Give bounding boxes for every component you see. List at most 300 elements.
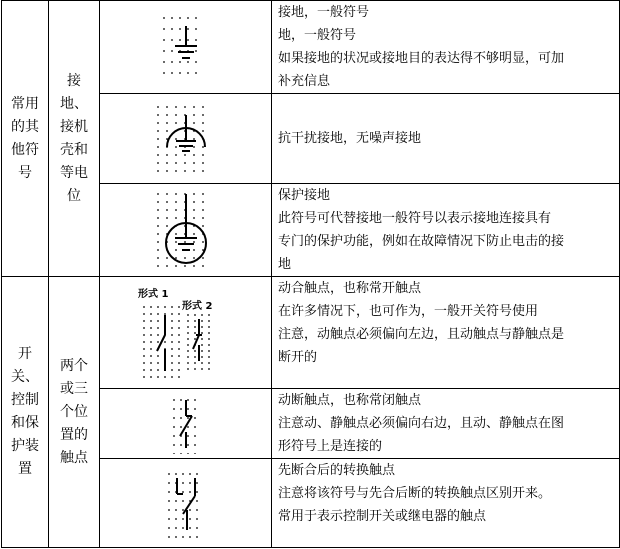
grid-dot	[157, 249, 159, 251]
grid-dot	[187, 344, 189, 346]
grid-dot	[187, 350, 189, 352]
description-line: 先断合后的转换触点	[278, 463, 396, 478]
make-contact-icon	[136, 287, 236, 379]
grid-dot	[168, 536, 170, 538]
grid-dot	[175, 536, 177, 538]
subcategory-cell	[49, 277, 100, 548]
grid-dot	[208, 356, 210, 358]
grid-dot	[143, 369, 145, 371]
grid-dot	[187, 453, 189, 454]
grid-dot	[150, 362, 152, 364]
form-label-2: 形式 2	[181, 300, 212, 312]
grid-dot	[168, 473, 170, 475]
grid-dot	[143, 306, 145, 308]
grid-dot	[184, 265, 186, 267]
grid-dot	[194, 399, 196, 401]
subcategory-text: 等电	[60, 164, 88, 181]
subcategory-text: 两个	[60, 357, 88, 374]
symbol-cell	[100, 1, 272, 94]
grid-dot	[202, 130, 204, 132]
grid-dot	[166, 162, 168, 164]
subcategory-text: 地、	[60, 95, 88, 112]
grid-dot	[187, 39, 189, 41]
grid-dot	[143, 320, 145, 322]
grid-dot	[178, 355, 180, 357]
grid-dot	[202, 225, 204, 227]
category-text: 和保	[11, 415, 39, 431]
grid-dot	[195, 28, 197, 30]
grid-dot	[180, 426, 182, 428]
grid-dot	[202, 217, 204, 219]
grid-dot	[171, 313, 173, 315]
grid-dot	[157, 225, 159, 227]
grid-dot	[166, 257, 168, 259]
grid-dot	[202, 122, 204, 124]
grid-dot	[201, 356, 203, 358]
grid-dot	[175, 257, 177, 259]
grid-dot	[187, 17, 189, 19]
description-line: 保护接地	[278, 188, 331, 203]
subcategory-text: 触点	[60, 449, 88, 466]
grid-dot	[171, 362, 173, 364]
category-text: 开	[18, 346, 32, 362]
grid-dot	[182, 509, 184, 511]
grid-dot	[175, 518, 177, 520]
grid-dot	[168, 527, 170, 529]
category-text: 常用	[11, 95, 39, 112]
grid-dot	[194, 362, 196, 364]
grid-dot	[164, 306, 166, 308]
grid-dot	[168, 500, 170, 502]
grid-dot	[180, 417, 182, 419]
grid-dot	[171, 334, 173, 336]
grid-dot	[175, 233, 177, 235]
symbol-table	[1, 0, 620, 548]
grid-dot	[166, 217, 168, 219]
grid-dot	[201, 326, 203, 328]
grid-dot	[150, 376, 152, 378]
grid-dot	[189, 491, 191, 493]
grid-dot	[179, 39, 181, 41]
grid-dot	[168, 491, 170, 493]
description-line: 如果接地的状况或接地目的表达得不够明显，可加	[278, 51, 565, 66]
grid-dot	[196, 518, 198, 520]
grid-dot	[195, 50, 197, 52]
grid-dot	[166, 114, 168, 116]
grid-dot	[202, 241, 204, 243]
grid-dot	[171, 61, 173, 63]
description-cell	[272, 459, 620, 548]
category-text: 号	[18, 164, 32, 181]
grid-dot	[150, 355, 152, 357]
grid-dot	[196, 509, 198, 511]
grid-dot	[166, 209, 168, 211]
table-row	[2, 277, 620, 389]
grid-dot	[143, 376, 145, 378]
grid-dot	[187, 399, 189, 401]
grid-dot	[178, 341, 180, 343]
grid-dot	[208, 332, 210, 334]
grid-dot	[143, 348, 145, 350]
grid-dot	[193, 114, 195, 116]
grid-dot	[193, 193, 195, 195]
grid-dot	[187, 408, 189, 410]
grid-dot	[187, 356, 189, 358]
grid-dot	[166, 225, 168, 227]
subcategory-text: 位	[67, 187, 81, 204]
grid-dot	[180, 399, 182, 401]
grid-dot	[143, 341, 145, 343]
grid-dot	[164, 376, 166, 378]
grid-dot	[184, 241, 186, 243]
grid-dot	[189, 509, 191, 511]
grid-dot	[201, 344, 203, 346]
grid-dot	[178, 327, 180, 329]
grid-dot	[208, 326, 210, 328]
grid-dot	[189, 518, 191, 520]
grid-dot	[202, 209, 204, 211]
grid-dot	[157, 217, 159, 219]
grid-dot	[193, 217, 195, 219]
grid-dot	[193, 209, 195, 211]
grid-dot	[187, 320, 189, 322]
category-text: 护装	[11, 438, 39, 454]
grid-dot	[184, 257, 186, 259]
grid-dot	[178, 362, 180, 364]
grid-dot	[171, 327, 173, 329]
symbol-cell	[100, 277, 272, 389]
grid-dot	[171, 369, 173, 371]
grid-dot	[171, 39, 173, 41]
description-cell	[272, 389, 620, 459]
grid-dot	[189, 536, 191, 538]
grid-dot	[184, 106, 186, 108]
grid-dot	[171, 306, 173, 308]
grid-dot	[193, 257, 195, 259]
grid-dot	[194, 338, 196, 340]
grid-dot	[196, 491, 198, 493]
category-text: 控制	[11, 392, 39, 408]
grid-dot	[166, 201, 168, 203]
grid-dot	[157, 154, 159, 156]
grid-dot	[201, 320, 203, 322]
grid-dot	[168, 482, 170, 484]
description-line: 断开的	[278, 350, 318, 365]
grid-dot	[143, 313, 145, 315]
subcategory-text: 或三	[60, 380, 88, 397]
grid-dot	[164, 341, 166, 343]
grid-dot	[175, 509, 177, 511]
symbol-cell	[100, 389, 272, 459]
grid-dot	[157, 138, 159, 140]
grid-dot	[178, 348, 180, 350]
grid-dot	[179, 61, 181, 63]
grid-dot	[175, 217, 177, 219]
grid-dot	[193, 233, 195, 235]
grid-dot	[196, 500, 198, 502]
description-line: 地，一般符号	[278, 28, 357, 43]
grid-dot	[194, 435, 196, 437]
grid-dot	[157, 193, 159, 195]
grid-dot	[157, 376, 159, 378]
grid-dot	[187, 435, 189, 437]
subcategory-text: 壳和	[60, 141, 88, 158]
grid-dot	[157, 265, 159, 267]
symbol-cell	[100, 94, 272, 184]
grid-dot	[187, 417, 189, 419]
grid-dot	[195, 61, 197, 63]
grid-dot	[195, 17, 197, 19]
grid-dot	[189, 527, 191, 529]
grid-dot	[201, 362, 203, 364]
grid-dot	[201, 338, 203, 340]
description-cell	[272, 184, 620, 277]
subcategory-cell	[49, 1, 100, 277]
grid-dot	[175, 146, 177, 148]
grid-dot	[184, 154, 186, 156]
grid-dot	[178, 320, 180, 322]
grid-dot	[171, 72, 173, 74]
grid-dot	[196, 527, 198, 529]
grid-dot	[196, 473, 198, 475]
grid-dot	[194, 408, 196, 410]
grid-dot	[182, 500, 184, 502]
grid-dot	[166, 122, 168, 124]
grid-dot	[175, 193, 177, 195]
grid-dot	[182, 536, 184, 538]
grid-dot	[208, 338, 210, 340]
grid-dot	[164, 313, 166, 315]
description-line: 抗干扰接地，无噪声接地	[278, 131, 422, 146]
description-line: 补充信息	[278, 74, 331, 89]
grid-dot	[194, 350, 196, 352]
grid-dot	[194, 368, 196, 370]
grid-dot	[189, 482, 191, 484]
grid-dot	[178, 334, 180, 336]
grid-dot	[150, 341, 152, 343]
table-row	[2, 1, 620, 94]
grid-dot	[166, 106, 168, 108]
grid-dot	[175, 241, 177, 243]
grid-dot	[194, 326, 196, 328]
grid-dot	[208, 362, 210, 364]
grid-dot	[157, 170, 159, 172]
grid-dot	[150, 369, 152, 371]
grid-dot	[193, 138, 195, 140]
grid-dot	[157, 306, 159, 308]
grid-dot	[194, 426, 196, 428]
grid-dot	[173, 399, 175, 401]
grid-dot	[157, 209, 159, 211]
grid-dot	[171, 28, 173, 30]
grid-dot	[179, 28, 181, 30]
description-line: 地	[278, 257, 292, 272]
grid-dot	[143, 327, 145, 329]
grid-dot	[150, 327, 152, 329]
grid-dot	[163, 17, 165, 19]
grid-dot	[202, 146, 204, 148]
grid-dot	[195, 72, 197, 74]
grid-dot	[163, 39, 165, 41]
grid-dot	[166, 130, 168, 132]
grid-dot	[150, 320, 152, 322]
grid-dot	[208, 368, 210, 370]
grid-dot	[157, 114, 159, 116]
grid-dot	[171, 17, 173, 19]
grid-dot	[187, 326, 189, 328]
grid-dot	[171, 320, 173, 322]
grid-dot	[194, 356, 196, 358]
break-contact-icon	[166, 394, 206, 454]
grid-dot	[179, 17, 181, 19]
description-line: 在许多情况下，也可作为，一般开关符号使用	[278, 304, 539, 319]
grid-dot	[157, 122, 159, 124]
grid-dot	[193, 241, 195, 243]
description-line: 接地，一般符号	[278, 5, 370, 20]
grid-dot	[187, 362, 189, 364]
grid-dot	[163, 28, 165, 30]
grid-dot	[166, 265, 168, 267]
grid-dot	[189, 473, 191, 475]
symbol-cell	[100, 184, 272, 277]
grid-dot	[202, 257, 204, 259]
grid-dot	[157, 146, 159, 148]
grid-dot	[150, 348, 152, 350]
description-line: 常用于表示控制开关或继电器的触点	[278, 509, 487, 524]
grid-dot	[202, 106, 204, 108]
grid-dot	[157, 130, 159, 132]
grid-dot	[182, 527, 184, 529]
grid-dot	[182, 518, 184, 520]
grid-dot	[173, 426, 175, 428]
grid-dot	[202, 154, 204, 156]
grid-dot	[143, 362, 145, 364]
grid-dot	[184, 162, 186, 164]
grid-dot	[187, 332, 189, 334]
grid-dot	[157, 369, 159, 371]
grid-dot	[157, 334, 159, 336]
grid-dot	[202, 201, 204, 203]
grid-dot	[202, 265, 204, 267]
category-text: 他符	[11, 141, 39, 158]
grid-dot	[143, 355, 145, 357]
grid-dot	[150, 334, 152, 336]
grid-dot	[194, 320, 196, 322]
category-text: 的其	[11, 118, 39, 135]
description-line: 专门的保护功能，例如在故障情况下防止电击的接	[278, 234, 565, 249]
grid-dot	[173, 435, 175, 437]
grid-dot	[193, 154, 195, 156]
grid-dot	[180, 444, 182, 446]
grid-dot	[175, 154, 177, 156]
grid-dot	[150, 306, 152, 308]
grid-dot	[163, 72, 165, 74]
grid-dot	[171, 376, 173, 378]
subcategory-text: 置的	[60, 426, 88, 443]
grid-dot	[193, 122, 195, 124]
grid-dot	[175, 249, 177, 251]
grid-dot	[187, 28, 189, 30]
grid-dot	[166, 154, 168, 156]
grid-dot	[195, 39, 197, 41]
description-line: 此符号可代替接地一般符号以表示接地连接具有	[278, 211, 552, 226]
grid-dot	[178, 376, 180, 378]
grid-dot	[208, 344, 210, 346]
grid-dot	[187, 61, 189, 63]
grid-dot	[157, 327, 159, 329]
grid-dot	[179, 72, 181, 74]
form-label-1: 形式 1	[137, 288, 168, 300]
category-text: 关、	[11, 369, 39, 385]
description-line: 注意动、静触点必须偏向右边，且动、静触点在图	[278, 416, 565, 431]
grid-dot	[175, 473, 177, 475]
grid-dot	[182, 482, 184, 484]
grid-dot	[175, 201, 177, 203]
grid-dot	[157, 362, 159, 364]
grid-dot	[163, 61, 165, 63]
grid-dot	[202, 193, 204, 195]
grid-dot	[157, 106, 159, 108]
grid-dot	[175, 265, 177, 267]
grid-dot	[194, 314, 196, 316]
grid-dot	[193, 162, 195, 164]
subcategory-text: 接机	[60, 118, 88, 135]
grid-dot	[180, 453, 182, 454]
grid-dot	[196, 536, 198, 538]
grid-dot	[182, 473, 184, 475]
grid-dot	[180, 408, 182, 410]
grid-dot	[182, 491, 184, 493]
grid-dot	[171, 355, 173, 357]
grid-dot	[157, 233, 159, 235]
category-text: 置	[18, 461, 32, 477]
grid-dot	[193, 249, 195, 251]
grid-dot	[194, 417, 196, 419]
grid-dot	[157, 355, 159, 357]
grid-dot	[201, 332, 203, 334]
grid-dot	[163, 50, 165, 52]
grid-dot	[187, 426, 189, 428]
grid-dot	[175, 138, 177, 140]
grid-dot	[175, 162, 177, 164]
grid-dot	[173, 444, 175, 446]
grid-dot	[175, 170, 177, 172]
grid-dot	[171, 348, 173, 350]
grid-dot	[187, 338, 189, 340]
grid-dot	[168, 518, 170, 520]
grid-dot	[175, 122, 177, 124]
noiseless-ground-icon	[151, 101, 221, 177]
grid-dot	[143, 334, 145, 336]
grid-dot	[201, 350, 203, 352]
description-line: 动断触点，也称常闭触点	[278, 393, 422, 408]
grid-dot	[173, 408, 175, 410]
grid-dot	[194, 453, 196, 454]
grid-dot	[175, 114, 177, 116]
grid-dot	[208, 320, 210, 322]
grid-dot	[196, 482, 198, 484]
grid-dot	[208, 350, 210, 352]
grid-dot	[201, 368, 203, 370]
grid-dot	[187, 72, 189, 74]
grid-dot	[201, 314, 203, 316]
grid-dot	[150, 313, 152, 315]
grid-dot	[202, 170, 204, 172]
grid-dot	[175, 209, 177, 211]
grid-dot	[175, 500, 177, 502]
grid-dot	[193, 106, 195, 108]
grid-dot	[187, 314, 189, 316]
